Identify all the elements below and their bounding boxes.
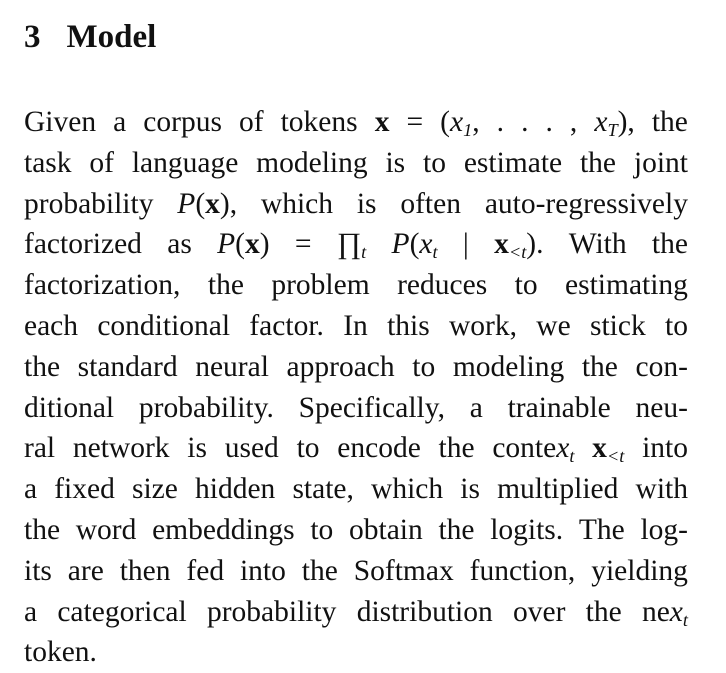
paragraph-line-6 <box>24 306 688 347</box>
word: the <box>651 228 688 261</box>
paragraph-line-10 <box>24 469 688 510</box>
word: fixed <box>54 473 115 506</box>
word: log- <box>640 513 688 546</box>
word: fed <box>186 554 225 587</box>
word: the <box>207 269 244 302</box>
word: = <box>406 106 424 138</box>
section-title: Model <box>66 19 157 55</box>
word: Softmax <box>353 554 454 587</box>
word: $\prod_t$ <box>336 228 367 263</box>
word: task <box>24 146 72 179</box>
word: which <box>371 473 444 506</box>
word: work, <box>448 309 517 342</box>
word: word <box>75 513 137 546</box>
paragraph-line-9 <box>24 428 688 469</box>
word: to <box>423 146 446 179</box>
word: the <box>585 595 622 628</box>
word: logits. <box>490 513 564 546</box>
word: ral <box>24 432 56 465</box>
word: to <box>412 350 436 383</box>
word: a <box>469 391 483 424</box>
word: tokens <box>280 106 358 138</box>
word: P(x), <box>177 187 238 220</box>
word: factor. <box>249 309 324 342</box>
word: size <box>132 473 178 506</box>
word: $P(x_t$ <box>391 228 438 263</box>
word: probability. <box>138 391 274 424</box>
word: then <box>119 554 171 587</box>
word: a <box>24 595 38 628</box>
paragraph-line-8 <box>24 388 688 429</box>
paragraph-line-12 <box>24 551 688 592</box>
word: used <box>224 432 279 465</box>
word: contex$_t$ <box>492 432 575 467</box>
word: con- <box>635 350 688 383</box>
word: of <box>238 106 264 138</box>
word: which <box>260 187 334 220</box>
word: The <box>578 513 625 546</box>
paragraph-line-3 <box>24 184 688 225</box>
word: yielding <box>591 554 688 587</box>
word: $x_{<t}$ <box>592 432 625 467</box>
word: a <box>113 106 127 138</box>
paper-page <box>24 18 688 673</box>
word: the <box>579 146 617 179</box>
word: x <box>374 106 390 138</box>
word: = <box>294 228 312 261</box>
word: modeling <box>452 350 565 383</box>
word: . <box>545 106 553 138</box>
word: reduces <box>397 269 488 302</box>
paragraph-line-2 <box>24 143 688 184</box>
word: ($x_1$, <box>440 106 480 141</box>
word: Given <box>24 106 97 138</box>
paragraph-line-7 <box>24 347 688 388</box>
word: is <box>385 146 406 179</box>
word: neu- <box>635 391 688 424</box>
word: $x_{<t}$). <box>494 228 544 263</box>
word: the <box>438 513 475 546</box>
word: are <box>67 554 104 587</box>
word: the <box>581 350 618 383</box>
paragraph-line-14 <box>24 632 688 673</box>
section-number: 3 <box>24 19 41 55</box>
word: probability <box>206 595 337 628</box>
word: network <box>72 432 170 465</box>
word: the <box>438 432 475 465</box>
word: corpus <box>143 106 222 138</box>
word: to <box>310 513 334 546</box>
word: with <box>635 473 688 506</box>
word: into <box>239 554 286 587</box>
word: state, <box>292 473 354 506</box>
word: nex$_t$ <box>641 595 688 630</box>
word: ditional <box>24 391 115 424</box>
word: joint <box>633 146 688 179</box>
word: With <box>568 228 627 261</box>
model-paragraph <box>24 102 688 673</box>
word: its <box>24 554 52 587</box>
word: is <box>460 473 480 506</box>
word: hidden <box>195 473 276 506</box>
word: the <box>301 554 338 587</box>
word: we <box>536 309 571 342</box>
word: | <box>462 228 469 261</box>
word: factorized <box>24 228 142 261</box>
word: this <box>387 309 430 342</box>
word: estimating <box>565 269 688 302</box>
word: is <box>356 187 377 220</box>
word: probability <box>24 187 154 220</box>
word: Specifically, <box>298 391 445 424</box>
section-heading <box>24 18 688 56</box>
word: function, <box>469 554 576 587</box>
word: trainable <box>507 391 611 424</box>
word: , <box>569 106 578 138</box>
word: categorical <box>57 595 187 628</box>
word: to <box>296 432 320 465</box>
word: over <box>512 595 566 628</box>
word: encode <box>337 432 421 465</box>
word: obtain <box>349 513 423 546</box>
word: each <box>24 309 79 342</box>
paragraph-line-13 <box>24 592 688 633</box>
word: to <box>665 309 688 342</box>
paragraph-line-5 <box>24 265 688 306</box>
word: the <box>24 350 61 383</box>
word: neural <box>195 350 269 383</box>
paragraph-line-1 <box>24 102 688 143</box>
word: standard <box>77 350 178 383</box>
word: conditional <box>97 309 231 342</box>
word: estimate <box>463 146 563 179</box>
word: often <box>400 187 461 220</box>
word: the <box>24 513 61 546</box>
word: P(x) <box>217 228 270 261</box>
word: token. <box>24 636 97 669</box>
word: factorization, <box>24 269 181 302</box>
word: the <box>651 106 688 138</box>
word: to <box>514 269 538 302</box>
paragraph-line-11 <box>24 510 688 551</box>
word: In <box>343 309 368 342</box>
word: . <box>496 106 505 138</box>
word: auto-regressively <box>484 187 688 220</box>
word: language <box>131 146 239 179</box>
word: a <box>24 473 38 506</box>
word: stick <box>590 309 646 342</box>
paragraph-line-4 <box>24 224 688 265</box>
word: embeddings <box>152 513 295 546</box>
word: is <box>187 432 207 465</box>
word: distribution <box>356 595 493 628</box>
word: problem <box>271 269 370 302</box>
word: modeling <box>256 146 368 179</box>
word: as <box>167 228 192 261</box>
word: approach <box>286 350 395 383</box>
word: of <box>89 146 114 179</box>
word: multiplied <box>497 473 619 506</box>
word: . <box>521 106 529 138</box>
word: into <box>642 432 688 465</box>
word: $x_T$), <box>594 106 635 141</box>
